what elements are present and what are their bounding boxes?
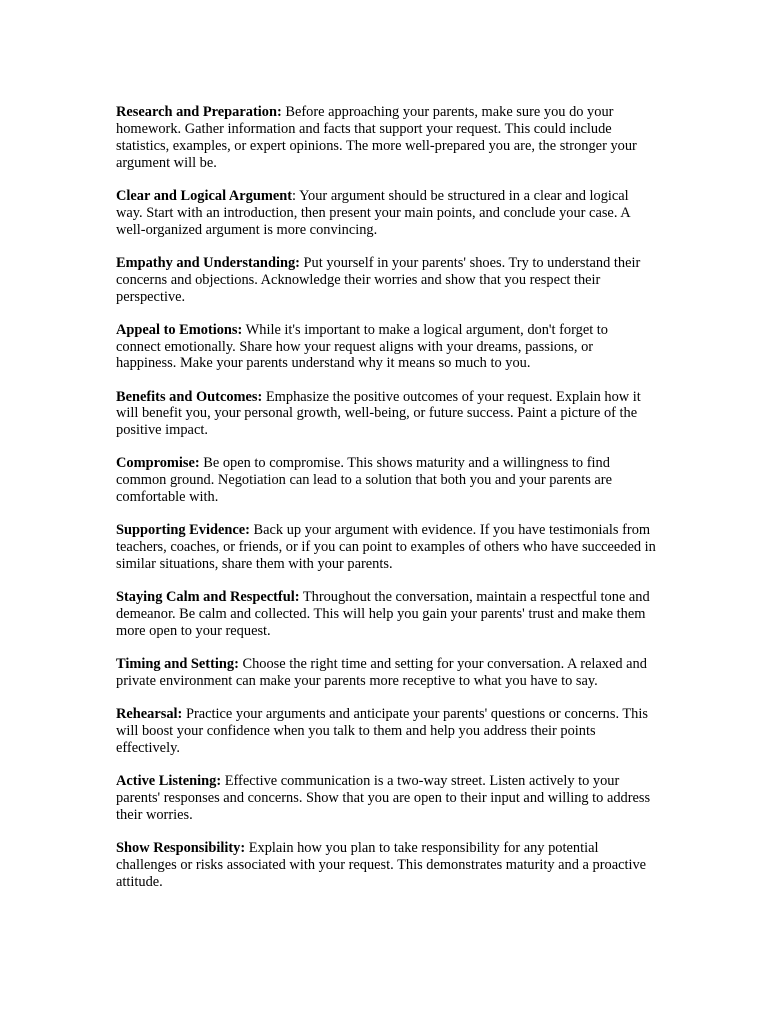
paragraph-text: Before approaching your parents, make sure you do your homework. Gather information and facts that support your request. This could include statistics, examples, or expert opinions. The more well-prepared you are, the stronger your argument will be. <box>116 104 637 171</box>
paragraph-empathy-understanding <box>116 255 656 306</box>
document-body <box>116 104 656 907</box>
paragraph-heading: Active Listening: <box>116 773 222 790</box>
paragraph-timing-setting <box>116 656 656 690</box>
paragraph-active-listening <box>116 773 656 824</box>
paragraph-clear-logical-argument <box>116 188 656 239</box>
paragraph-heading: Supporting Evidence: <box>116 522 250 539</box>
paragraph-heading: Benefits and Outcomes: <box>116 388 263 405</box>
paragraph-benefits-outcomes <box>116 389 656 440</box>
paragraph-heading: Compromise: <box>116 455 200 472</box>
paragraph-text: Back up your argument with evidence. If you have testimonials from teachers, coaches, or friends, or if you can point to examples of others who have succeeded in similar situations, share them with your parents. <box>116 522 656 573</box>
paragraph-staying-calm-respectful <box>116 589 656 640</box>
paragraph-heading: Research and Preparation: <box>116 104 282 120</box>
paragraph-heading: Staying Calm and Respectful: <box>116 589 300 606</box>
paragraph-heading: Timing and Setting: <box>116 656 239 673</box>
paragraph-appeal-emotions <box>116 322 656 373</box>
paragraph-text: While it's important to make a logical argument, don't forget to connect emotionally. Share how your request aligns with your dreams, passions, or happiness. Make your parents understand why it means so much to you. <box>116 321 609 372</box>
paragraph-heading: Appeal to Emotions: <box>116 321 243 338</box>
paragraph-text: Effective communication is a two-way street. Listen actively to your parents' responses and concerns. Show that you are open to their input and willing to address their worries. <box>116 773 651 823</box>
paragraph-research-preparation <box>116 104 656 172</box>
paragraph-heading: Clear and Logical Argument <box>116 187 293 204</box>
paragraph-text: Emphasize the positive outcomes of your request. Explain how it will benefit you, your personal growth, well-being, or future success. Paint a picture of the positive impact. <box>116 388 641 439</box>
paragraph-text: Practice your arguments and anticipate your parents' questions or concerns. This will boost your confidence when you talk to them and help you address their points effectively. <box>116 706 648 756</box>
paragraph-text: Explain how you plan to take responsibility for any potential challenges or risks associated with your request. This demonstrates maturity and a proactive attitude. <box>116 839 647 890</box>
paragraph-text: Put yourself in your parents' shoes. Try to understand their concerns and objections. Acknowledge their worries and show that you respect their perspective. <box>116 254 641 305</box>
paragraph-heading: Rehearsal: <box>116 706 183 723</box>
paragraph-text: : Your argument should be structured in a clear and logical way. Start with an introduction, then present your main points, and conclude your case. A well-organized argument is more convincing. <box>116 187 630 238</box>
paragraph-show-responsibility <box>116 840 656 891</box>
paragraph-text: Choose the right time and setting for your conversation. A relaxed and private environment can make your parents more receptive to what you have to say. <box>116 656 647 690</box>
paragraph-rehearsal <box>116 706 656 757</box>
paragraph-heading: Show Responsibility: <box>116 839 246 856</box>
paragraph-heading: Empathy and Understanding: <box>116 254 300 271</box>
paragraph-compromise <box>116 455 656 506</box>
paragraph-text: Be open to compromise. This shows maturity and a willingness to find common ground. Negotiation can lead to a solution that both you and your parents are comfortable with. <box>116 455 612 506</box>
paragraph-supporting-evidence <box>116 522 656 573</box>
paragraph-text: Throughout the conversation, maintain a respectful tone and demeanor. Be calm and collected. This will help you gain your parents' trust and make them more open to your request. <box>116 589 650 640</box>
